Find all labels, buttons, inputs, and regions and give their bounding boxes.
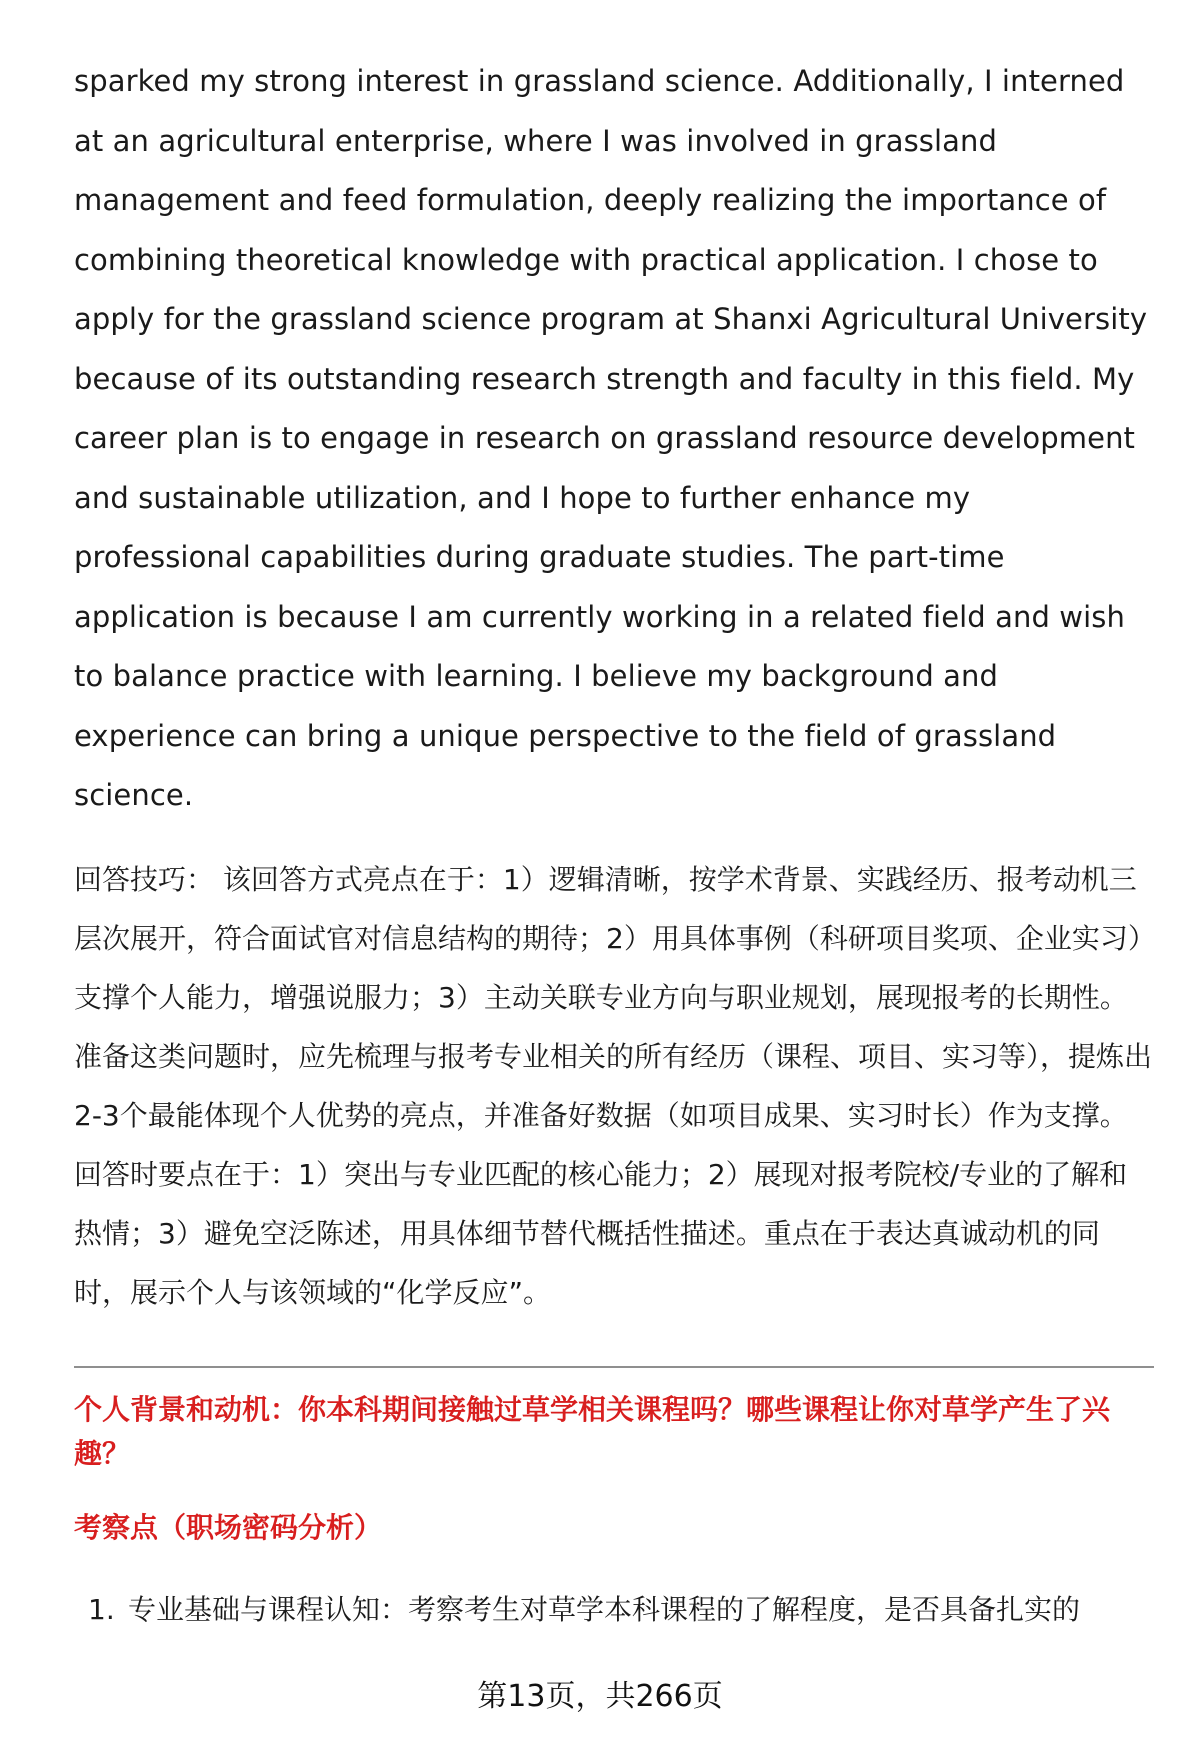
question-title: 个人背景和动机：你本科期间接触过草学相关课程吗？哪些课程让你对草学产生了兴趣？ (74, 1392, 1111, 1470)
list-item-number: 1. (88, 1592, 115, 1626)
answer-tips-block (74, 850, 1154, 1322)
answer-continuation-paragraph: sparked my strong interest in grassland science. Additionally, I interned at an agricultural enterprise, where I was involved in grassland management and feed formulation, deeply realizing the importance of combining theoretical knowledge with practical application. I chose to apply for the grassland science program at Shanxi Agricultural University because of its outstanding research strength and faculty in this field. My career plan is to engage in research on grassland resource development and sustainable utilization, and I hope to further enhance my professional capabilities during graduate studies. The part-time application is because I am currently working in a related field and wish to balance practice with learning. I believe my background and experience can bring a unique perspective to the field of grassland science. (74, 64, 1148, 812)
list-item (74, 1588, 1154, 1632)
list-item-text: 专业基础与课程认知：考察考生对草学本科课程的了解程度，是否具备扎实的 (128, 1592, 1081, 1626)
preparation-advice-paragraph: 准备这类问题时，应先梳理与报考专业相关的所有经历（课程、项目、实习等），提炼出2-3个最能体现个人优势的亮点，并准备好数据（如项目成果、实习时长）作为支撑。回答时要点在于：1）突出与专业匹配的核心能力；2）展现对报考院校/专业的了解和热情；3）避免空泛陈述，用具体细节替代概括性描述。重点在于表达真诚动机的同时，展示个人与该领域的“化学反应”。 (74, 1039, 1153, 1309)
section-divider (74, 1366, 1154, 1368)
answer-tips-paragraph: 回答技巧： 该回答方式亮点在于：1）逻辑清晰，按学术背景、实践经历、报考动机三层次展开，符合面试官对信息结构的期待；2）用具体事例（科研项目奖项、企业实习）支撑个人能力，增强说服力；3）主动关联专业方向与职业规划，展现报考的长期性。 (74, 862, 1142, 1014)
document-page (74, 52, 1154, 1632)
page-number: 第13页，共266页 (477, 1679, 723, 1714)
assessment-points-heading: 考察点（职场密码分析） (74, 1510, 383, 1544)
